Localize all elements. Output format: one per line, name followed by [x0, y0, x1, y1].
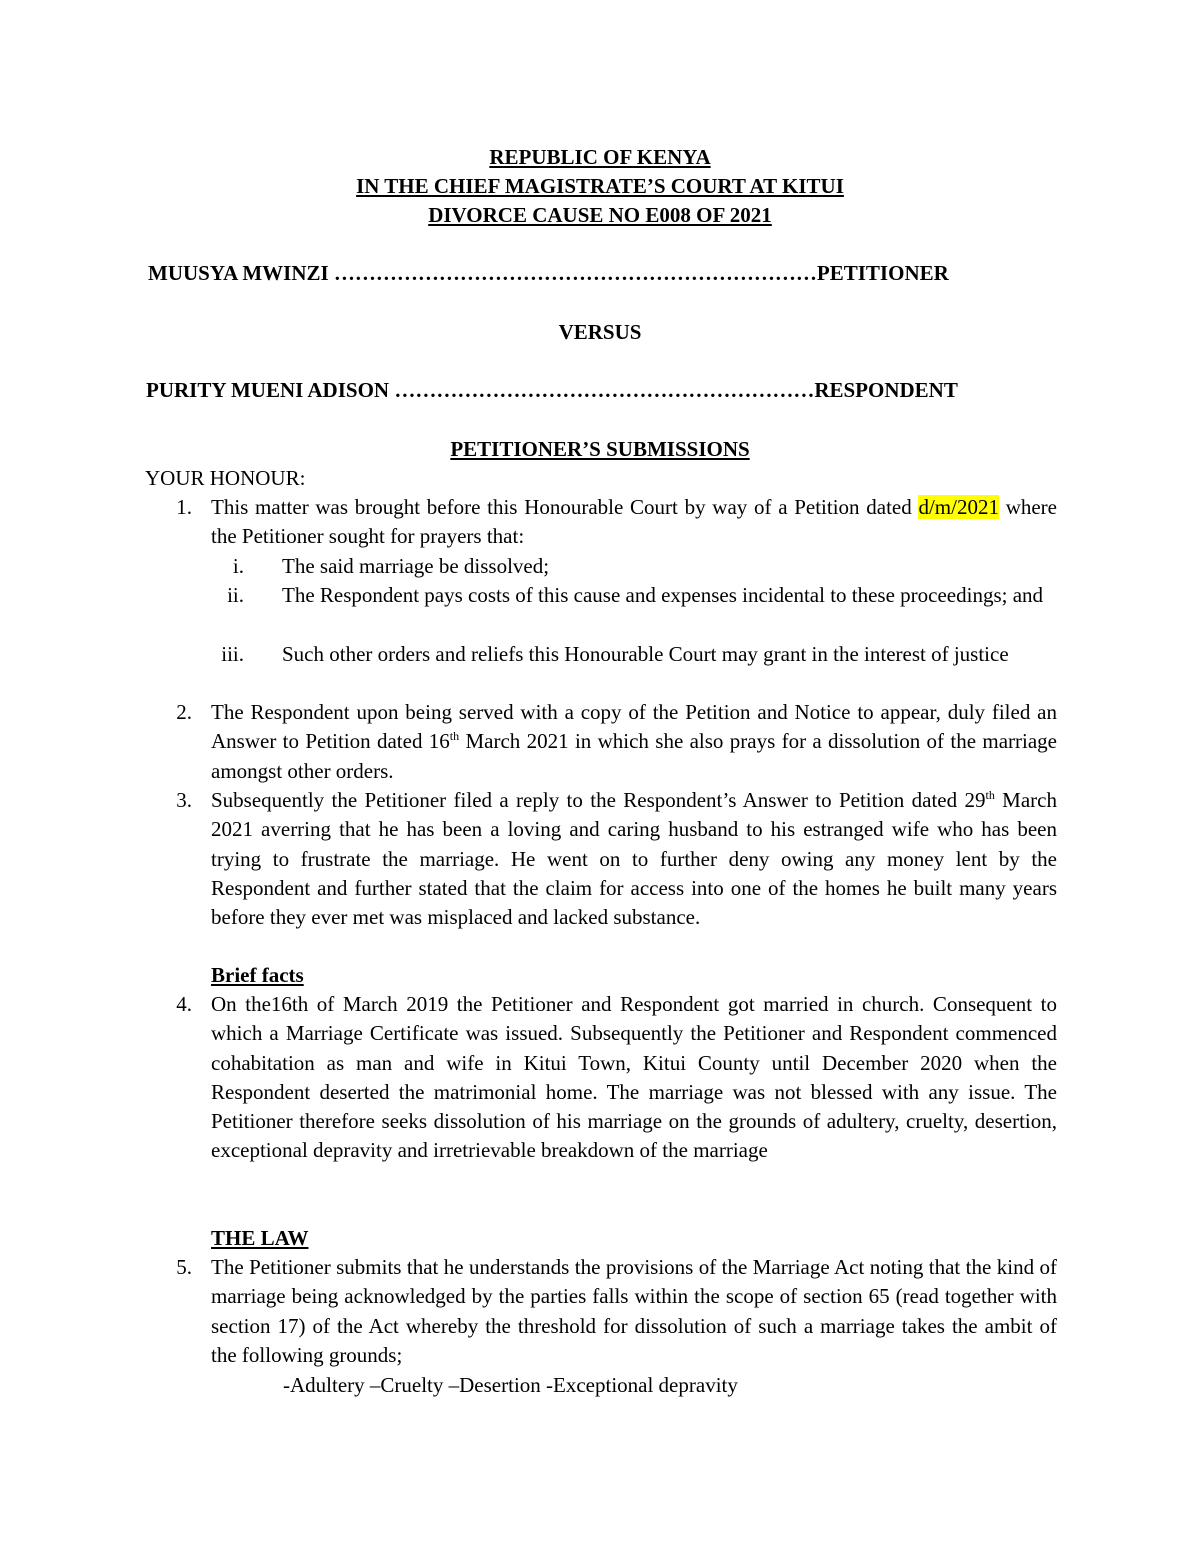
paragraph-number-4: 4.: [176, 992, 192, 1016]
paragraph-number-3: 3.: [176, 788, 192, 812]
paragraph-5: The Petitioner submits that he understands the provisions of the Marriage Act noting that the kind of marriage being acknowledged by the parties falls within the scope of section 65 (read together with section 17) of the Act whereby the threshold for dissolution of such a marriage takes the ambit of the following grounds;: [211, 1255, 1057, 1367]
paragraph-4: On the16th of March 2019 the Petitioner and Respondent got married in church. Consequent to which a Marriage Certificate was issued. Subsequently the Petitioner and Respondent commenced cohabitation as man and wife in Kitui Town, Kitui County until December 2020 when the Respondent deserted the matrimonial home. The marriage was not blessed with any issue. The Petitioner therefore seeks dissolution of his marriage on the grounds of adultery, cruelty, desertion, exceptional depravity and irretrievable breakdown of the marriage: [211, 992, 1057, 1163]
submissions-title: PETITIONER’S SUBMISSIONS: [450, 437, 750, 461]
ordinal-suffix: th: [449, 729, 460, 744]
header-republic: REPUBLIC OF KENYA: [489, 145, 711, 169]
petitioner-line: MUUSYA MWINZI ……………………………………………………………PETITIONER: [148, 261, 949, 285]
the-law-heading: THE LAW: [211, 1226, 309, 1250]
prayer-1: The said marriage be dissolved;: [282, 554, 550, 578]
salutation: YOUR HONOUR:: [145, 466, 306, 490]
paragraph-number-1: 1.: [176, 495, 192, 519]
paragraph-2-text-b: March 2021 in which she also prays for a dissolution of the marriage amongst other orders.: [211, 729, 1057, 783]
paragraph-number-2: 2.: [176, 700, 192, 724]
highlighted-date: d/m/2021: [918, 495, 999, 519]
grounds-list: -Adultery –Cruelty –Desertion -Exceptional depravity: [283, 1373, 738, 1397]
prayer-2: The Respondent pays costs of this cause and expenses incidental to these proceedings; and: [282, 583, 1044, 607]
paragraph-1: [211, 493, 1057, 552]
brief-facts-heading: Brief facts: [211, 963, 304, 987]
prayer-number-2: ii.: [227, 583, 244, 607]
paragraph-number-5: 5.: [176, 1255, 192, 1279]
header-court: IN THE CHIEF MAGISTRATE’S COURT AT KITUI: [356, 174, 844, 198]
paragraph-1-text-b: where the Petitioner sought for prayers that:: [211, 495, 1057, 549]
prayer-number-1: i.: [232, 554, 244, 578]
prayer-number-3: iii.: [221, 642, 244, 666]
header-cause-number: DIVORCE CAUSE NO E008 OF 2021: [428, 203, 772, 227]
versus-label: VERSUS: [558, 320, 642, 344]
paragraph-3: [211, 786, 1057, 932]
prayer-3: Such other orders and reliefs this Honourable Court may grant in the interest of justice: [282, 642, 1009, 666]
paragraph-2-text-a: The Respondent upon being served with a copy of the Petition and Notice to appear, duly filed an Answer to Petition dated 16: [211, 700, 1057, 754]
respondent-line: PURITY MUENI ADISON ……………………………………………………RESPONDENT: [146, 378, 958, 402]
ordinal-suffix: th: [985, 788, 995, 802]
paragraph-1-text-a: This matter was brought before this Honourable Court by way of a Petition dated: [211, 495, 919, 519]
paragraph-2: [211, 698, 1057, 786]
paragraph-3-text-b: March 2021 averring that he has been a loving and caring husband to his estranged wife who has been trying to frustrate the marriage. He went on to further deny owing any money lent by the Respondent and further stated that the claim for access into one of the homes he built many years before they ever met was misplaced and lacked substance.: [211, 788, 1057, 930]
paragraph-3-text-a: Subsequently the Petitioner filed a reply to the Respondent’s Answer to Petition dated 29: [211, 788, 986, 812]
